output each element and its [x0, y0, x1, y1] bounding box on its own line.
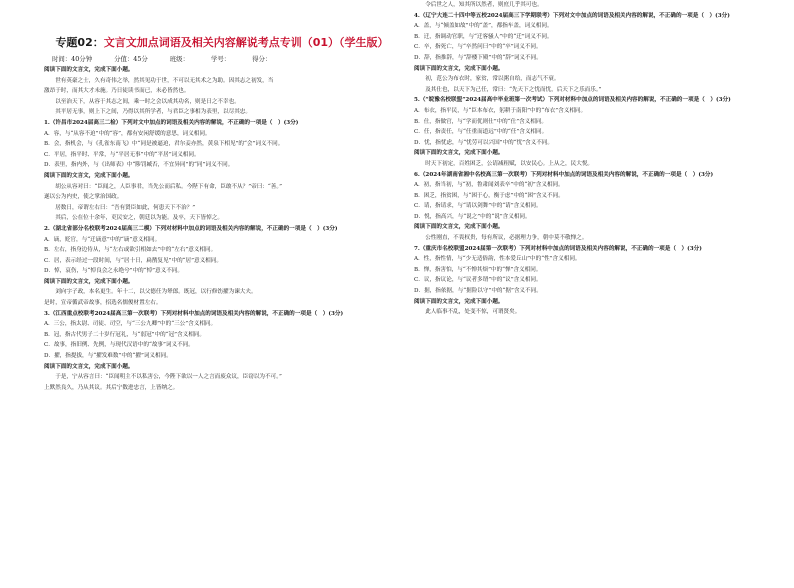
text-line: 阅读下面的文言文，完成下面小题。	[414, 150, 504, 157]
text-line: D．据，指依据，与“据险以守”中的“据”含义不同。	[414, 288, 542, 295]
text-line: 阅读下面的文言文，完成下面小题。	[414, 298, 504, 305]
text-line: C．议，指议论，与“议者多谓”中的“议”含义相同。	[414, 277, 542, 284]
exam-meta	[52, 54, 400, 63]
text-line: B．会，指机会，与《孔雀东南飞》中“同是被逼迫，君尔妾亦然，黄泉下相见”的“会”词义不同。	[44, 141, 284, 148]
right-column	[414, 0, 772, 560]
text-line: C．居，表示经过一段时间，与“居十日，扁鹊复见”中的“居”意义相同。	[44, 257, 222, 264]
text-line: 7.（重庆市名校联盟2024届第一次联考）下列对材料中加点的词语及相关内容的解说，不正确的一项是（ ）(3分)	[414, 245, 702, 252]
text-line: B．冠，指古代男子二十岁行冠礼，与“弱冠”中的“冠”含义相同。	[44, 331, 205, 338]
text-line: 阅读下面的文言文，完成下面小题。	[44, 67, 134, 73]
text-line: 遂以公为内史，使之掌治国政。	[44, 194, 123, 201]
text-line: D．悼，哀伤，与“悼良会之永绝兮”中的“悼”意义不同。	[44, 268, 183, 275]
right-text-block	[414, 0, 772, 318]
text-line: 胡公从容对曰：“臣闻之，人臣事君，当先公而后私。今陛下有命，臣敢不从？”帝曰：“善。”	[44, 183, 282, 190]
page-title	[44, 34, 400, 50]
text-line: 其平居无事，则上下之间，乃得以其所学者，与君臣之事相为表里，以尽其忠。	[44, 109, 251, 116]
text-line: A．初，指当初，与“初，鲁肃闻刘表卒”中的“初”含义相同。	[414, 182, 564, 189]
text-line: D．辞，指推辞，与“辞楼下殿”中的“辞”词义不同。	[414, 54, 542, 61]
text-line: C．卒，指死亡，与“卒然问曰”中的“卒”词义不同。	[414, 44, 542, 51]
text-line: D．悦，指高兴，与“说之”中的“说”含义相同。	[414, 213, 531, 220]
meta-id: 学号：	[210, 55, 231, 63]
text-line: C．请，指请求，与“请以剑舞”中的“请”含义相同。	[414, 203, 542, 210]
text-line: 此人临事不乱，处变不惊，可谓贤矣。	[414, 309, 521, 316]
text-line: 上默然良久，乃从其议。其后宁数进忠言，上皆纳之。	[44, 384, 179, 391]
text-line: A．布衣，指平民，与“臣本布衣，躬耕于南阳”中的“布衣”含义相同。	[414, 107, 587, 114]
meta-result: 得分：	[252, 55, 272, 63]
text-line: 4.（辽宁大连二十四中等五校2024届高三下学期联考）下列对文中加点的词语及相关内容的解说，不正确的一项是（ ）(3分)	[414, 12, 730, 19]
text-line: A．盖，与“倾盖如故”中的“盖”，都指车盖，词义相同。	[414, 23, 553, 30]
text-line: 5.（“皖豫名校联盟”2024届高中毕业班第一次考试）下列对材料中加点的词语及相关内容的解说，不正确的一项是（ ）(3分)	[414, 97, 731, 104]
text-line: 令后世之人，知其所以然者，则庶几乎其可也。	[414, 2, 543, 8]
text-line: 是时，宣帝循武帝故事，招选名儒俊材置左右。	[44, 300, 162, 307]
text-line: B．惮，指害怕，与“不惮其烦”中的“惮”含义相同。	[414, 266, 542, 273]
text-line: 1.（许昌市2024届高三二检）下列对文中加点的词语及相关内容的解说，不正确的一项是（ ）(3分)	[44, 119, 299, 126]
text-line: D．擢，指提拔，与“擢发难数”中的“擢”词义相同。	[44, 353, 172, 360]
text-line: 阅读下面的文言文，完成下面小题。	[44, 363, 134, 370]
text-line: 及其仕也，以天下为己任，常曰：“先天下之忧而忧，后天下之乐而乐。”	[414, 86, 602, 93]
text-line: B．左右，指身边侍从，与“左右或欲引相如去”中的“左右”意义相同。	[44, 247, 217, 254]
text-line: 3.（江西重点校联考2024届高三第一次联考）下列对材料中加点的词语及相关内容的解说，不正确的一项是（ ）(3分)	[44, 310, 344, 317]
text-line: 阅读下面的文言文，完成下面小题。	[414, 224, 504, 231]
text-line: B．仕，指做官，与“学而优则仕”中的“仕”含义相同。	[414, 118, 548, 125]
text-line: 2.（湖北省部分名校联考2024届高三二模）下列对材料中加点的词语及相关内容的解说，不正确的一项是（ ）(3分)	[44, 225, 338, 232]
text-line: C．故事，指旧例、先例，与现代汉语中的“故事”词义不同。	[44, 342, 194, 349]
meta-time: 时间：40分钟	[52, 55, 93, 63]
text-line: 其后，公在位十余年，吏民安之，朝廷以为能。及卒，天下皆悼之。	[44, 215, 224, 222]
text-line: 时天下初定，百姓困乏，公请减租赋，以安民心。上从之，民大悦。	[414, 160, 594, 167]
text-line: 激昂于时，而其大才未施。乃日徒读书而已，未必皆然也。	[44, 88, 190, 95]
text-line: 世有英豪之士，久有奇伟之举，然其见功于世，不可以无其术之为助。因其志之初发，当	[44, 77, 274, 84]
text-line: B．困乏，指贫困，与“困于心，衡于虑”中的“困”含义不同。	[414, 192, 564, 199]
text-line: 阅读下面的文言文，完成下面小题。	[44, 172, 134, 179]
title-prefix: 专题02：	[55, 36, 104, 49]
left-column	[44, 28, 400, 588]
text-line: D．忧，指忧虑，与“忧劳可以兴国”中的“忧”含义不同。	[414, 139, 553, 146]
meta-class: 班级：	[169, 55, 189, 63]
text-line: 居数日，帝谓左右曰：“吾有贤臣如此，何患天下不治？”	[44, 204, 196, 211]
text-line: D．表里，指内外，与《出师表》中“陟罚臧否，不宜异同”的“同”词义不同。	[44, 162, 234, 169]
text-line: C．平居，指平时、平常，与“平居无事”中的“平居”词义相同。	[44, 151, 200, 158]
text-line: 阅读下面的文言文，完成下面小题。	[44, 278, 134, 285]
text-line: A．容，与“从容不迫”中的“容”，都有安闲舒缓的意思，词义相同。	[44, 130, 211, 137]
meta-score: 分值：45分	[114, 55, 148, 63]
text-line: B．迁，指调动官职，与“迁客骚人”中的“迁”词义不同。	[414, 33, 553, 40]
text-line: 以至治天下，从容于其志之间，乘一时之会以成其功名，则是日之不幸也。	[44, 98, 240, 105]
text-line: 刘向字子政，本名更生。年十二，以父德任为辇郎。既冠，以行修饬擢为谏大夫。	[44, 289, 257, 296]
text-line: C．任，指责任，与“任重而道远”中的“任”含义相同。	[414, 129, 548, 136]
text-line: A．性，指性情，与“少无适俗韵，性本爱丘山”中的“性”含义相同。	[414, 256, 581, 263]
text-line: 公性刚直，不畏权贵，每有所议，必据理力争，朝中莫不敬惮之。	[414, 235, 588, 242]
text-line: 于是，宁从容言曰：“臣闻明主不以私害公，今陛下欲以一人之言而废众议，臣窃以为不可。”	[44, 374, 282, 381]
text-line: 初，范公为布衣时，家贫，常以粥自给，而志气不衰。	[414, 76, 560, 83]
title-main: 文言文加点词语及相关内容解说考点专训（01）（学生版）	[103, 36, 389, 49]
text-line: 6.（2024年湖南省湘中名校高三第一次联考）下列对材料中加点的词语及相关内容的解说，不正确的一项是（ ）(3分)	[414, 171, 714, 178]
text-line: 阅读下面的文言文，完成下面小题。	[414, 65, 504, 72]
left-text-block	[44, 65, 400, 393]
text-line: A．三公，指太尉、司徒、司空，与“三公九卿”中的“三公”含义相同。	[44, 321, 217, 328]
text-line: A．谪，贬官，与“迁谪意”中的“谪”意义相同。	[44, 236, 161, 243]
